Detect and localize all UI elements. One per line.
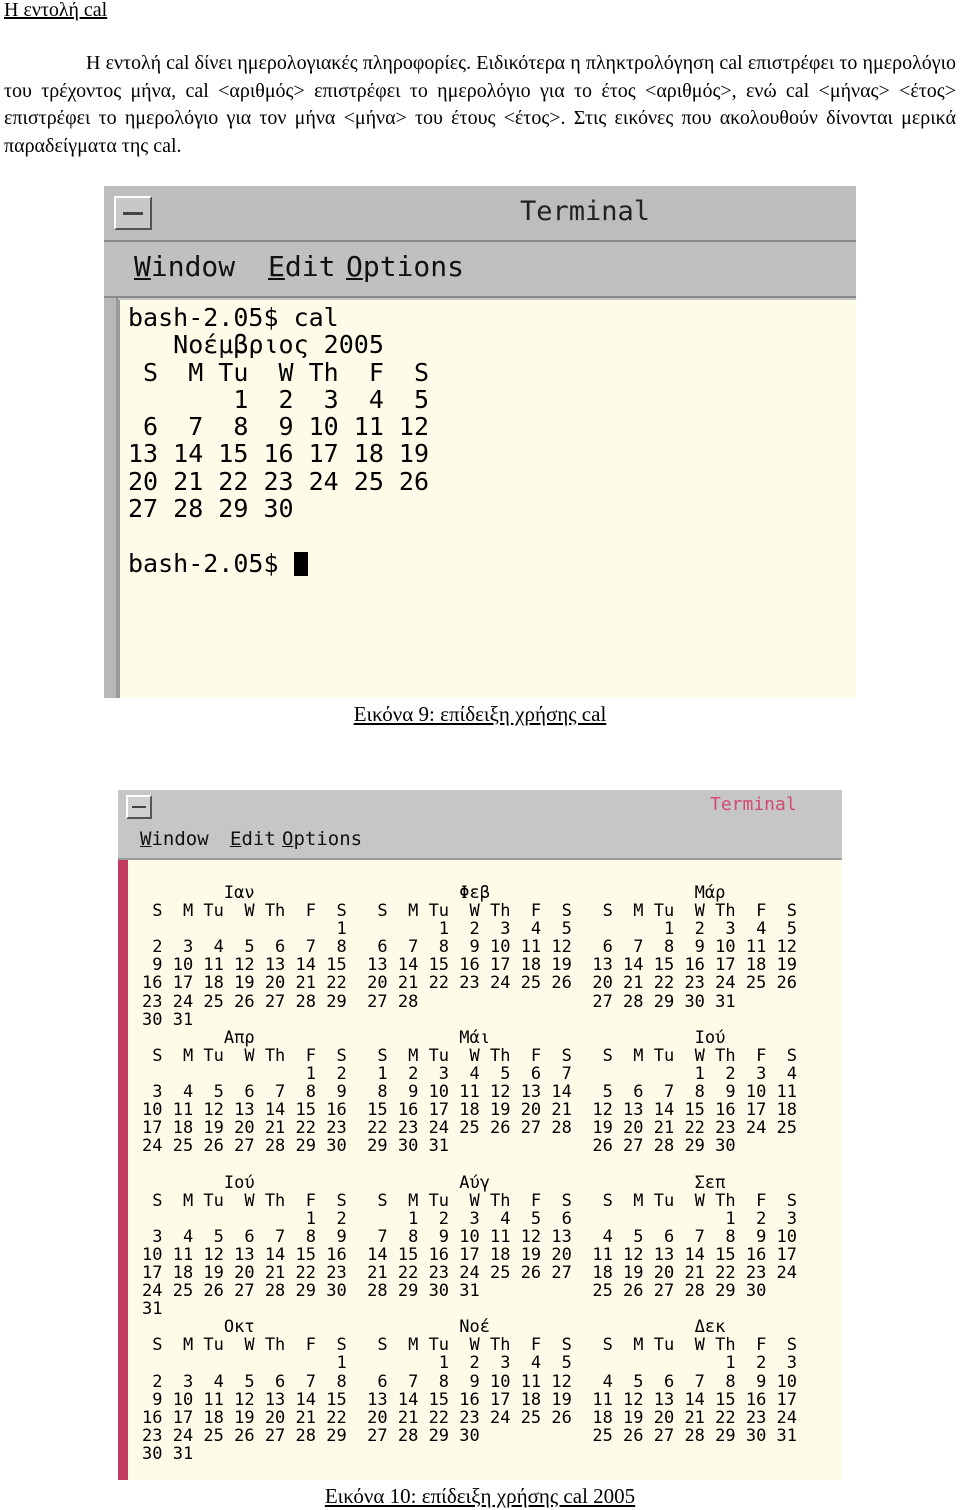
window-menu-button[interactable] [114,196,152,230]
terminal-line: 20 21 22 23 24 25 26 [128,466,430,496]
title-bar [104,186,856,242]
terminal-output[interactable] [128,860,842,1480]
terminal-line: 6 7 8 9 10 11 12 [128,412,430,442]
terminal-line: 1 1 2 3 4 5 1 2 3 [142,1353,798,1374]
menu-bar [118,824,842,860]
terminal-line: 1 2 1 2 3 4 5 6 1 2 3 [142,1208,798,1229]
terminal-line: 23 24 25 26 27 28 29 27 28 29 30 25 26 27 28 29 30 31 [142,1425,798,1446]
terminal-line: 2 3 4 5 6 7 8 6 7 8 9 10 11 12 6 7 8 9 10 11 12 [142,937,798,958]
terminal-line: 17 18 19 20 21 22 23 22 23 24 25 26 27 28 19 20 21 22 23 24 25 [142,1118,798,1139]
intro-paragraph: Η εντολή cal δίνει ημερολογιακές πληροφορίες. Ειδικότερα η πληκτρολόγηση cal επιστρέφει το ημερολόγιο του τρέχοντος μήνα, cal <αριθμός> επιστρέφει το ημερολόγιο για το έτος <αριθμός>, ενώ cal <μήνας> <έτος> επιστρέφει το ημερολόγιο για τον μήνα <μήνα> του έτους <έτος>. Στις εικόνες που ακολουθούν δίνονται μερικά παραδείγματα της cal. [4,52,956,157]
terminal-window-cal [104,186,856,698]
window-title: Terminal [710,794,797,815]
menu-edit-rest: dit [284,250,336,283]
terminal-line: Απρ Μάι Ιού [142,1027,726,1048]
menu-options-rest: ptions [293,828,363,850]
menu-options[interactable]: Options [346,250,465,283]
menu-bar [104,242,856,298]
terminal-line: 1 2 3 4 5 [128,384,430,414]
terminal-line: 13 14 15 16 17 18 19 [128,439,430,469]
terminal-line: 3 4 5 6 7 8 9 7 8 9 10 11 12 13 4 5 6 7 8 9 10 [142,1226,798,1247]
terminal-line [128,522,856,549]
menu-edit[interactable]: Edit [268,250,336,283]
terminal-line: S M Tu W Th F S S M Tu W Th F S S M Tu W Th F S [142,1335,798,1356]
terminal-line: 16 17 18 19 20 21 22 20 21 22 23 24 25 26 20 21 22 23 24 25 26 [142,973,798,994]
terminal-line [142,1155,842,1173]
menu-window[interactable]: Window [134,250,236,283]
menu-edit[interactable]: Edit [230,828,276,850]
terminal-line: 10 11 12 13 14 15 16 15 16 17 18 19 20 21 12 13 14 15 16 17 18 [142,1100,798,1121]
terminal-line: 23 24 25 26 27 28 29 27 28 27 28 29 30 31 [142,991,736,1012]
window-menu-button[interactable] [126,795,152,819]
terminal-line: 16 17 18 19 20 21 22 20 21 22 23 24 25 26 18 19 20 21 22 23 24 [142,1407,798,1428]
terminal-line: 27 28 29 30 [128,494,294,524]
menu-options-rest: ptions [362,250,465,283]
terminal-window-cal-2005 [118,790,842,1480]
terminal-line: 3 4 5 6 7 8 9 8 9 10 11 12 13 14 5 6 7 8 9 10 11 [142,1082,798,1103]
terminal-line: bash-2.05$ [128,550,856,577]
menu-window[interactable]: Window [140,828,209,850]
terminal-line: S M Tu W Th F S S M Tu W Th F S S M Tu W Th F S [142,901,798,922]
terminal-line: Οκτ Νοέ Δεκ [142,1317,726,1338]
window-title: Terminal [520,196,651,227]
terminal-line: 9 10 11 12 13 14 15 13 14 15 16 17 18 19 11 12 13 14 15 16 17 [142,1389,798,1410]
terminal-line: 1 2 1 2 3 4 5 6 7 1 2 3 4 [142,1063,798,1084]
terminal-line: S M Tu W Th F S S M Tu W Th F S S M Tu W Th F S [142,1190,798,1211]
terminal-line: 1 1 2 3 4 5 1 2 3 4 5 [142,919,798,940]
terminal-line: 24 25 26 27 28 29 30 28 29 30 31 25 26 27 28 29 30 [142,1281,767,1302]
terminal-line: 2 3 4 5 6 7 8 6 7 8 9 10 11 12 4 5 6 7 8 9 10 [142,1371,798,1392]
menu-options[interactable]: Options [282,828,363,850]
figure-9-caption: Εικόνα 9: επίδειξη χρήσης cal [353,702,607,726]
terminal-line: S M Tu W Th F S [128,357,430,387]
cursor [294,552,308,576]
title-bar [118,790,842,824]
terminal-line: 31 [142,1299,163,1320]
section-heading: Η εντολή cal [4,0,108,21]
terminal-line: 17 18 19 20 21 22 23 21 22 23 24 25 26 27 18 19 20 21 22 23 24 [142,1262,798,1283]
menu-edit-rest: dit [241,828,276,850]
terminal-line: 30 31 [142,1443,194,1464]
terminal-line: bash-2.05$ cal [128,303,339,332]
terminal-output[interactable] [116,300,856,698]
menu-window-rest: indow [151,828,209,850]
terminal-line: 30 31 [142,1009,194,1030]
terminal-line: Ιαν Φεβ Μάρ [142,883,726,903]
menu-window-rest: indow [150,250,236,283]
terminal-line: Νοέμβριος 2005 [128,330,384,360]
terminal-line: 10 11 12 13 14 15 16 14 15 16 17 18 19 20 11 12 13 14 15 16 17 [142,1244,798,1265]
terminal-line: 9 10 11 12 13 14 15 13 14 15 16 17 18 19 13 14 15 16 17 18 19 [142,955,798,976]
terminal-line: S M Tu W Th F S S M Tu W Th F S S M Tu W Th F S [142,1045,798,1066]
terminal-line: 24 25 26 27 28 29 30 29 30 31 26 27 28 29 30 [142,1136,736,1157]
figure-10-caption: Εικόνα 10: επίδειξη χρήσης cal 2005 [324,1484,636,1508]
terminal-line: Ιού Αύγ Σεπ [142,1172,726,1193]
